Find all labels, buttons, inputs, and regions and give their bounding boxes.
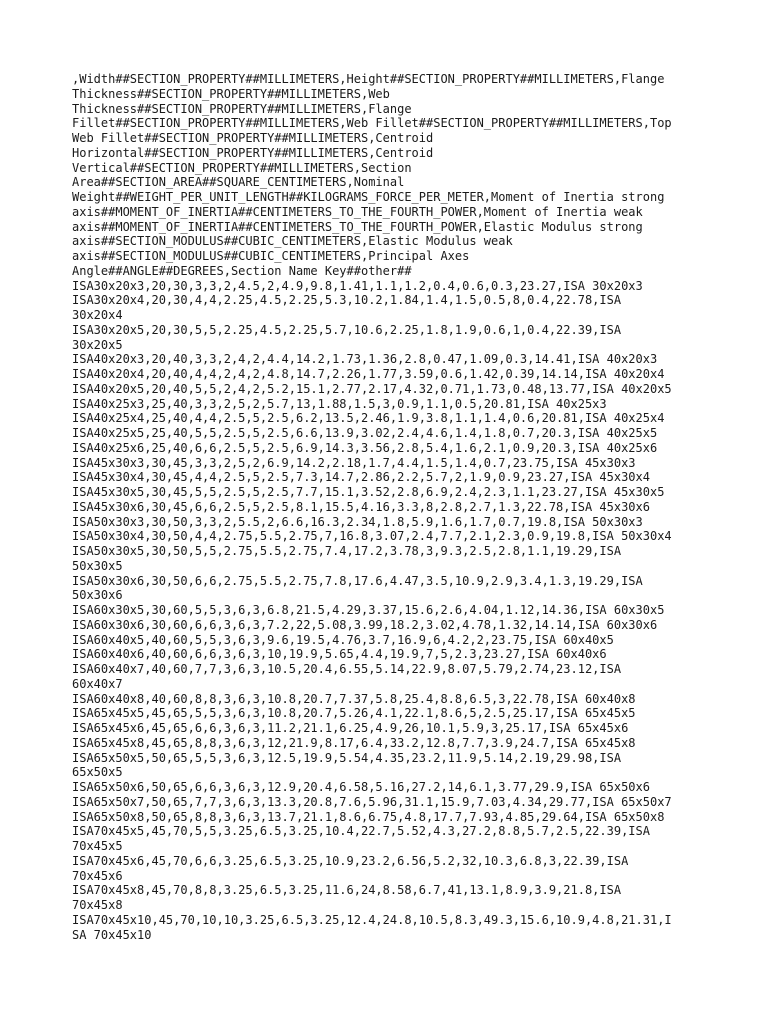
data-row-line: ISA65x50x8,50,65,8,8,3,6,3,13.7,21.1,8.6,6.75,4.8,17.7,7.93,4.85,29.64,ISA 65x50x8 <box>72 809 665 824</box>
header-line: axis##SECTION_MODULUS##CUBIC_CENTIMETERS,Elastic Modulus weak <box>72 234 513 249</box>
data-row-line: ISA65x45x8,45,65,8,8,3,6,3,12,21.9,8.17,6.4,33.2,12.8,7.7,3.9,24.7,ISA 65x45x8 <box>72 735 636 750</box>
data-row-line: SA 70x45x10 <box>72 927 152 942</box>
data-row-line: ISA30x20x4,20,30,4,4,2.25,4.5,2.25,5.3,10.2,1.84,1.4,1.5,0.5,8,0.4,22.78,ISA <box>72 293 622 308</box>
header-line: axis##MOMENT_OF_INERTIA##CENTIMETERS_TO_THE_FOURTH_POWER,Elastic Modulus strong <box>72 219 643 234</box>
header-line: Thickness##SECTION_PROPERTY##MILLIMETERS,Flange <box>72 101 412 116</box>
data-row-line: ISA70x45x6,45,70,6,6,3.25,6.5,3.25,10.9,23.2,6.56,5.2,32,10.3,6.8,3,22.39,ISA <box>72 853 629 868</box>
data-row-line: ISA65x45x6,45,65,6,6,3,6,3,11.2,21.1,6.25,4.9,26,10.1,5.9,3,25.17,ISA 65x45x6 <box>72 721 629 735</box>
data-row-line: ISA30x20x3,20,30,3,3,2,4.5,2,4.9,9.8,1.41,1.1,1.2,0.4,0.6,0.3,23.27,ISA 30x20x3 <box>72 278 643 293</box>
data-row-line: ISA70x45x5,45,70,5,5,3.25,6.5,3.25,10.4,22.7,5.52,4.3,27.2,8.8,5.7,2.5,22.39,ISA <box>72 824 650 839</box>
header-line: ,Width##SECTION_PROPERTY##MILLIMETERS,Height##SECTION_PROPERTY##MILLIMETERS,Flange <box>72 72 665 86</box>
data-row-line: ISA70x45x8,45,70,8,8,3.25,6.5,3.25,11.6,24,8.58,6.7,41,13.1,8.9,3.9,21.8,ISA <box>72 883 622 898</box>
data-row-line: ISA50x30x5,30,50,5,5,2.75,5.5,2.75,7.4,17.2,3.78,3,9.3,2.5,2.8,1.1,19.29,ISA <box>72 544 622 558</box>
header-line: Horizontal##SECTION_PROPERTY##MILLIMETERS,Centroid <box>72 145 434 160</box>
data-row-line: ISA50x30x3,30,50,3,3,2,5.5,2,6.6,16.3,2.34,1.8,5.9,1.6,1.7,0.7,19.8,ISA 50x30x3 <box>72 514 643 529</box>
data-row-line: 30x20x4 <box>72 308 123 322</box>
data-row-line: ISA45x30x5,30,45,5,5,2.5,5,2.5,7.7,15.1,3.52,2.8,6.9,2.4,2.3,1.1,23.27,ISA 45x30x5 <box>72 485 665 499</box>
data-row-line: 70x45x6 <box>72 868 123 883</box>
data-row-line: ISA65x50x6,50,65,6,6,3,6,3,12.9,20.4,6.58,5.16,27.2,14,6.1,3.77,29.9,ISA 65x50x6 <box>72 780 650 794</box>
data-row-line: 60x40x7 <box>72 676 123 691</box>
data-row-line: ISA40x20x5,20,40,5,5,2,4,2,5.2,15.1,2.77,2.17,4.32,0.71,1.73,0.48,13.77,ISA 40x20x5 <box>72 381 672 396</box>
data-row-line: 30x20x5 <box>72 337 123 352</box>
data-row-line: ISA45x30x3,30,45,3,3,2,5,2,6.9,14.2,2.18,1.7,4.4,1.5,1.4,0.7,23.75,ISA 45x30x3 <box>72 455 636 470</box>
data-row-line: ISA40x25x5,25,40,5,5,2.5,5,2.5,6.6,13.9,3.02,2.4,4.6,1.4,1.8,0.7,20.3,ISA 40x25x5 <box>72 426 658 440</box>
data-row-line: ISA40x20x4,20,40,4,4,2,4,2,4.8,14.7,2.26,1.77,3.59,0.6,1.42,0.39,14.14,ISA 40x20x4 <box>72 367 665 381</box>
data-row-line: 50x30x6 <box>72 588 123 603</box>
data-row-line: ISA40x20x3,20,40,3,3,2,4,2,4.4,14.2,1.73,1.36,2.8,0.47,1.09,0.3,14.41,ISA 40x20x3 <box>72 352 658 367</box>
header-line: Area##SECTION_AREA##SQUARE_CENTIMETERS,Nominal <box>72 175 405 190</box>
data-row-line: ISA50x30x6,30,50,6,6,2.75,5.5,2.75,7.8,17.6,4.47,3.5,10.9,2.9,3.4,1.3,19.29,ISA <box>72 573 643 588</box>
header-line: Vertical##SECTION_PROPERTY##MILLIMETERS,Section <box>72 160 412 175</box>
data-row-line: ISA40x25x6,25,40,6,6,2.5,5,2.5,6.9,14.3,3.56,2.8,5.4,1.6,2.1,0.9,20.3,ISA 40x25x6 <box>72 440 658 455</box>
data-row-line: ISA60x40x5,40,60,5,5,3,6,3,9.6,19.5,4.76,3.7,16.9,6,4.2,2,23.75,ISA 60x40x5 <box>72 632 614 647</box>
header-line: Web Fillet##SECTION_PROPERTY##MILLIMETERS,Centroid <box>72 131 434 145</box>
data-row-line: ISA65x50x7,50,65,7,7,3,6,3,13.3,20.8,7.6,5.96,31.1,15.9,7.03,4.34,29.77,ISA 65x50x7 <box>72 794 672 809</box>
data-row-line: ISA60x40x7,40,60,7,7,3,6,3,10.5,20.4,6.55,5.14,22.9,8.07,5.79,2.74,23.12,ISA <box>72 662 622 676</box>
data-row-line: ISA65x45x5,45,65,5,5,3,6,3,10.8,20.7,5.26,4.1,22.1,8.6,5,2.5,25.17,ISA 65x45x5 <box>72 706 636 721</box>
data-row-line: 70x45x8 <box>72 898 123 912</box>
data-row-line: 70x45x5 <box>72 839 123 853</box>
data-row-line: ISA60x40x6,40,60,6,6,3,6,3,10,19.9,5.65,4.4,19.9,7,5,2.3,23.27,ISA 60x40x6 <box>72 647 607 662</box>
header-line: Thickness##SECTION_PROPERTY##MILLIMETERS,Web <box>72 86 390 101</box>
data-row-line: ISA60x30x6,30,60,6,6,3,6,3,7.2,22,5.08,3.99,18.2,3.02,4.78,1.32,14.14,ISA 60x30x6 <box>72 617 658 632</box>
csv-document-text <box>72 72 698 942</box>
data-row-line: 65x50x5 <box>72 765 123 780</box>
data-row-line: 50x30x5 <box>72 558 123 573</box>
header-line: axis##SECTION_MODULUS##CUBIC_CENTIMETERS,Principal Axes <box>72 249 470 263</box>
header-line: axis##MOMENT_OF_INERTIA##CENTIMETERS_TO_THE_FOURTH_POWER,Moment of Inertia weak <box>72 204 643 219</box>
data-row-line: ISA60x40x8,40,60,8,8,3,6,3,10.8,20.7,7.37,5.8,25.4,8.8,6.5,3,22.78,ISA 60x40x8 <box>72 691 636 706</box>
data-row-line: ISA50x30x4,30,50,4,4,2.75,5.5,2.75,7,16.8,3.07,2.4,7.7,2.1,2.3,0.9,19.8,ISA 50x30x4 <box>72 529 672 544</box>
data-row-line: ISA60x30x5,30,60,5,5,3,6,3,6.8,21.5,4.29,3.37,15.6,2.6,4.04,1.12,14.36,ISA 60x30x5 <box>72 603 665 617</box>
data-row-line: ISA40x25x4,25,40,4,4,2.5,5,2.5,6.2,13.5,2.46,1.9,3.8,1.1,1.4,0.6,20.81,ISA 40x25x4 <box>72 411 665 426</box>
data-row-line: ISA65x50x5,50,65,5,5,3,6,3,12.5,19.9,5.54,4.35,23.2,11.9,5.14,2.19,29.98,ISA <box>72 750 622 765</box>
data-row-line: ISA40x25x3,25,40,3,3,2,5,2,5.7,13,1.88,1.5,3,0.9,1.1,0.5,20.81,ISA 40x25x3 <box>72 396 607 411</box>
header-line: Fillet##SECTION_PROPERTY##MILLIMETERS,Web Fillet##SECTION_PROPERTY##MILLIMETERS,Top <box>72 116 672 131</box>
data-row-line: ISA70x45x10,45,70,10,10,3.25,6.5,3.25,12.4,24.8,10.5,8.3,49.3,15.6,10.9,4.8,21.31,I <box>72 912 672 927</box>
data-row-line: ISA45x30x6,30,45,6,6,2.5,5,2.5,8.1,15.5,4.16,3.3,8,2.8,2.7,1.3,22.78,ISA 45x30x6 <box>72 499 650 514</box>
header-line: Angle##ANGLE##DEGREES,Section Name Key##other## <box>72 263 412 278</box>
data-row-line: ISA45x30x4,30,45,4,4,2.5,5,2.5,7.3,14.7,2.86,2.2,5.7,2,1.9,0.9,23.27,ISA 45x30x4 <box>72 470 650 485</box>
header-line: Weight##WEIGHT_PER_UNIT_LENGTH##KILOGRAMS_FORCE_PER_METER,Moment of Inertia strong <box>72 190 665 204</box>
data-row-line: ISA30x20x5,20,30,5,5,2.25,4.5,2.25,5.7,10.6,2.25,1.8,1.9,0.6,1,0.4,22.39,ISA <box>72 322 622 337</box>
